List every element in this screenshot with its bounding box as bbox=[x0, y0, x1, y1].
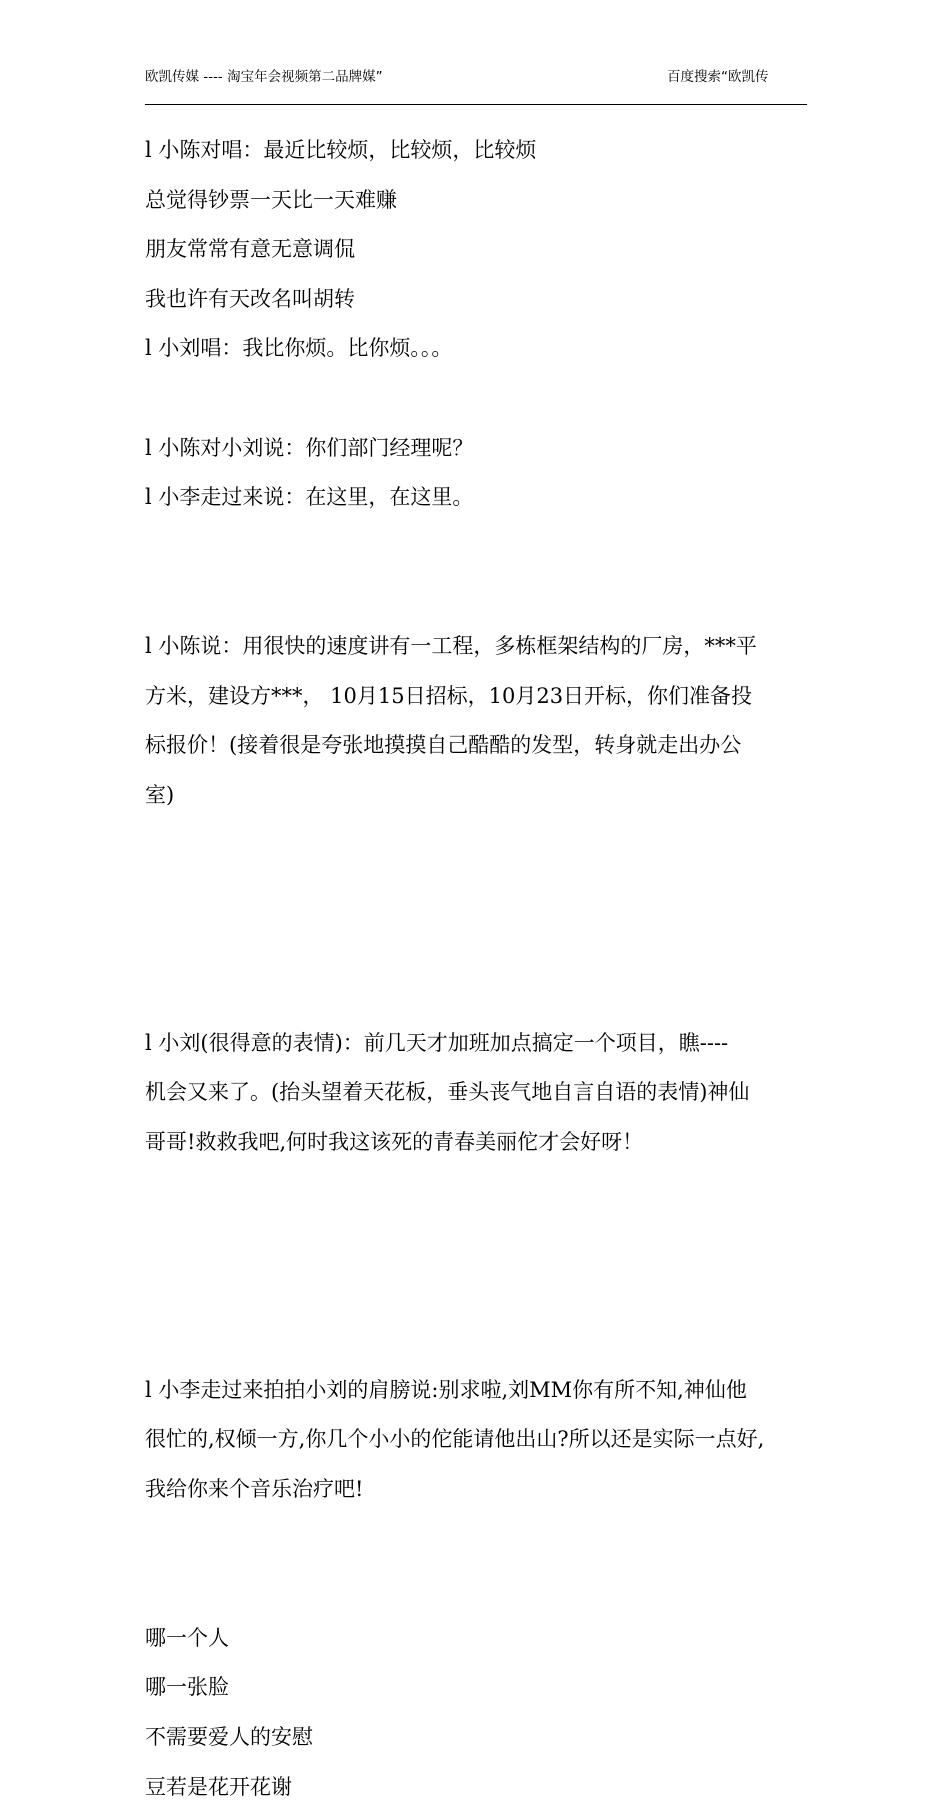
header-right-text: 百度搜索“欧凯传 bbox=[667, 69, 769, 85]
paragraph: 哪一个人 bbox=[145, 1625, 229, 1650]
paragraph: 总觉得钞票一天比一天难赚 bbox=[145, 187, 397, 212]
paragraph: 豆若是花开花谢 bbox=[145, 1774, 292, 1799]
text-line: 标报价！(接着很是夸张地摸摸自己酷酷的发型，转身就走出办公 bbox=[145, 733, 742, 758]
paragraph: l 小李走过来说：在这里，在这里。 bbox=[145, 485, 474, 510]
text-line: l 小李走过来拍拍小刘的肩膀说:别求啦,刘MM你有所不知,神仙他 bbox=[145, 1377, 747, 1402]
paragraph: l 小陈对唱：最近比较烦，比较烦，比较烦 bbox=[145, 138, 537, 162]
header-left-text: 欧凯传媒 ---- 淘宝年会视频第二品牌媒” bbox=[145, 69, 383, 85]
text-line: 方米，建设方***， 10月15日招标，10月23日开标，你们准备投 bbox=[145, 683, 753, 708]
text-line: l 小刘(很得意的表情)：前几天才加班加点搞定一个项目，瞧---- bbox=[145, 1030, 729, 1055]
paragraph: l 小刘唱：我比你烦。比你烦。。。 bbox=[145, 336, 453, 361]
paragraph: 不需要爱人的安慰 bbox=[145, 1725, 313, 1749]
paragraph: 我也许有天改名叫胡转 bbox=[145, 286, 355, 311]
paragraph-multiline bbox=[145, 1267, 815, 1614]
document-body bbox=[145, 126, 815, 1812]
text-line: 我给你来个音乐治疗吧! bbox=[145, 1477, 364, 1502]
text-line: 室) bbox=[145, 782, 175, 807]
page-header bbox=[145, 64, 807, 105]
text-line: 很忙的,权倾一方,你几个小小的佗能请他出山?所以还是实际一点好, bbox=[145, 1427, 765, 1452]
text-line: 机会又来了。(抬头望着天花板，垂头丧气地自言自语的表情)神仙 bbox=[145, 1080, 750, 1105]
paragraph-multiline bbox=[145, 920, 815, 1267]
text-line: l 小陈说：用很快的速度讲有一工程，多栋框架结构的厂房，***平 bbox=[145, 633, 757, 658]
text-line: 哥哥!救救我吧,何时我这该死的青春美丽佗才会好呀！ bbox=[145, 1129, 644, 1154]
paragraph: l 小陈对小刘说：你们部门经理呢？ bbox=[145, 435, 474, 460]
paragraph: 哪一张脸 bbox=[145, 1675, 229, 1700]
paragraph: 朋友常常有意无意调侃 bbox=[145, 237, 355, 262]
paragraph-multiline bbox=[145, 523, 815, 920]
blank-line bbox=[145, 374, 815, 424]
